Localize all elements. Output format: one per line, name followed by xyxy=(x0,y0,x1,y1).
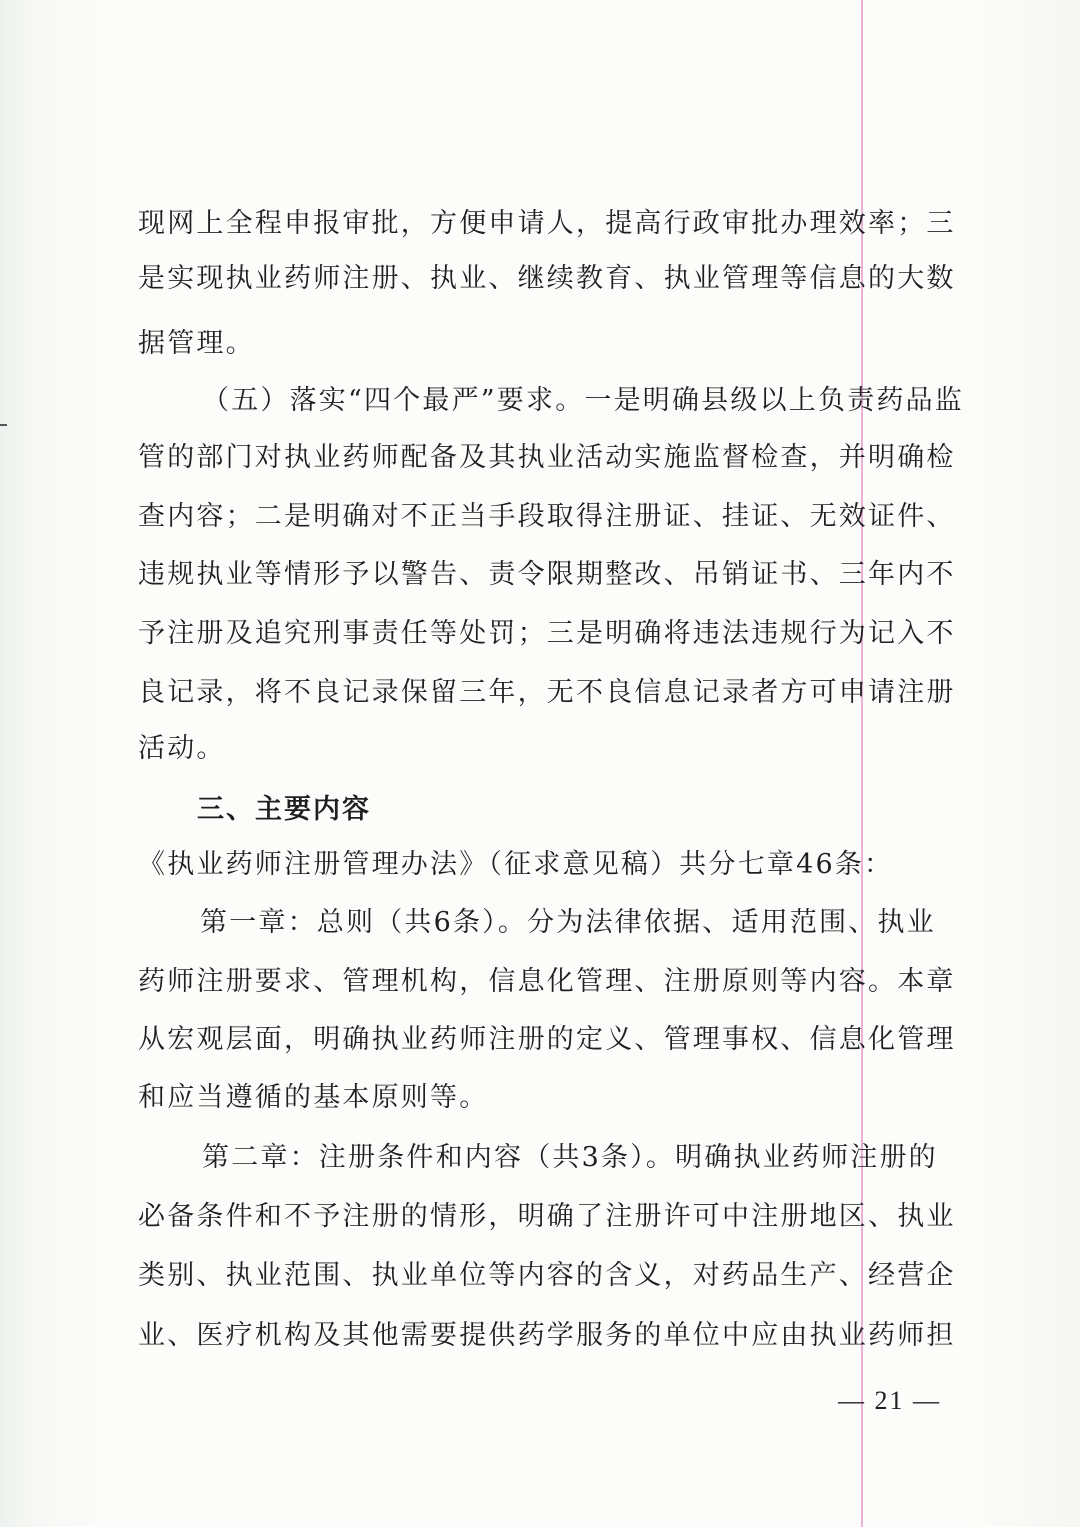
text-line: 从宏观层面，明确执业药师注册的定义、管理事权、信息化管理 xyxy=(138,1024,956,1055)
text-line: 现网上全程申报审批，方便申请人，提高行政审批办理效率；三 xyxy=(138,208,956,239)
text-line: 和应当遵循的基本原则等。 xyxy=(138,1082,489,1113)
text-line: 药师注册要求、管理机构，信息化管理、注册原则等内容。本章 xyxy=(138,966,956,997)
text-line: 是实现执业药师注册、执业、继续教育、执业管理等信息的大数 xyxy=(138,263,956,294)
text-line: 《执业药师注册管理办法》（征求意见稿）共分七章46条： xyxy=(138,849,894,880)
section-heading: 三、主要内容 xyxy=(197,794,371,825)
text-line: 查内容；二是明确对不正当手段取得注册证、挂证、无效证件、 xyxy=(138,501,956,532)
page-number: — 21 — xyxy=(838,1386,941,1415)
text-line: 必备条件和不予注册的情形，明确了注册许可中注册地区、执业 xyxy=(138,1201,956,1232)
text-line: （五）落实“四个最严”要求。一是明确县级以上负责药品监 xyxy=(202,385,965,416)
text-line: 管的部门对执业药师配备及其执业活动实施监督检查，并明确检 xyxy=(138,442,956,473)
text-line: 据管理。 xyxy=(138,328,255,359)
text-line: 业、医疗机构及其他需要提供药学服务的单位中应由执业药师担 xyxy=(138,1320,956,1351)
text-line: 类别、执业范围、执业单位等内容的含义，对药品生产、经营企 xyxy=(138,1260,956,1291)
text-line: 予注册及追究刑事责任等处罚；三是明确将违法违规行为记入不 xyxy=(138,618,956,649)
text-line: 第二章：注册条件和内容（共3条）。明确执业药师注册的 xyxy=(202,1142,938,1173)
text-line: 违规执业等情形予以警告、责令限期整改、吊销证书、三年内不 xyxy=(138,559,956,590)
binding-mark xyxy=(0,424,7,426)
text-line: 良记录，将不良记录保留三年，无不良信息记录者方可申请注册 xyxy=(138,677,956,708)
text-line: 活动。 xyxy=(138,733,226,764)
text-line: 第一章：总则（共6条）。分为法律依据、适用范围、执业 xyxy=(200,907,936,938)
